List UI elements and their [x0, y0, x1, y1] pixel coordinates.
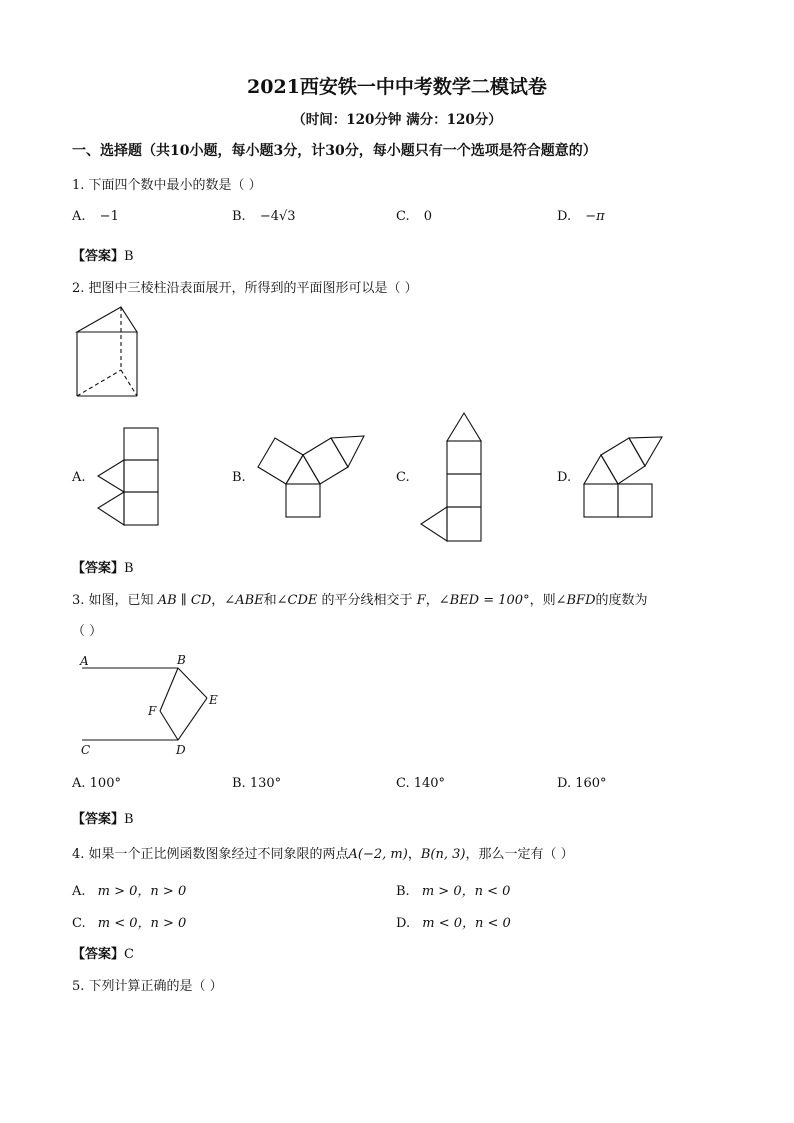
q3-option-d: D. 160° — [557, 776, 607, 791]
q5-stem: 5. 下列计算正确的是（ ） — [72, 979, 223, 994]
q4-option-c-value: m < 0，n > 0 — [97, 916, 187, 931]
answer-label: 【答案】 — [72, 947, 125, 962]
q4-option-a — [72, 880, 186, 899]
q2-option-d: D. — [557, 470, 572, 485]
q3-answer-value: B — [124, 812, 134, 827]
q1-option-b-label: B. — [232, 209, 246, 224]
exam-info: （时间：120分钟 满分：120分） — [292, 112, 502, 128]
answer-label: 【答案】 — [72, 812, 125, 827]
q3-stem-math: AB ∥ CD — [157, 593, 212, 608]
answer-label: 【答案】 — [72, 561, 125, 576]
q1-option-b-value: −4√3 — [259, 209, 296, 224]
q2-net-a — [98, 428, 158, 525]
q1-option-a-value: −1 — [99, 209, 119, 224]
q3-stem-part: 和 — [263, 593, 277, 608]
q2-option-b: B. — [232, 470, 246, 485]
point-f-label: F — [148, 704, 157, 718]
point-b-label: B — [177, 653, 186, 667]
q4-option-c-label: C. — [72, 916, 86, 931]
q3-stem-math: ∠BED = 100° — [438, 593, 530, 608]
q4-option-d-label: D. — [396, 916, 411, 931]
q4-answer-value: C — [124, 947, 134, 962]
q4-option-a-value: m > 0，n > 0 — [97, 884, 187, 899]
q4-option-d-value: m < 0，n < 0 — [422, 916, 511, 931]
q3-stem-part: 3. 如图，已知 — [72, 593, 154, 608]
q1-option-c-label: C. — [396, 209, 410, 224]
q4-stem-part: ， — [407, 847, 421, 862]
q3-option-a: A. 100° — [72, 776, 121, 791]
q3-stem-math: F — [416, 593, 426, 608]
q1-option-a-label: A. — [72, 209, 86, 224]
q4-stem-part: 4. 如果一个正比例函数图象经过不同象限的两点 — [72, 847, 349, 862]
q3-stem — [72, 589, 648, 608]
q1-option-d-label: D. — [557, 209, 572, 224]
q2-answer — [72, 557, 134, 576]
q2-answer-value: B — [124, 561, 134, 576]
q3-stem-math: ∠CDE — [276, 593, 318, 608]
q3-geometry-figure — [79, 653, 218, 757]
point-e-label: E — [209, 693, 218, 707]
point-a-label: A — [80, 654, 89, 668]
q3-stem-part: 的平分线相交于 — [321, 593, 413, 608]
point-c-label: C — [81, 743, 91, 757]
q1-answer-value: B — [124, 249, 134, 264]
q1-stem: 1. 下面四个数中最小的数是（ ） — [72, 178, 262, 193]
q4-option-a-label: A. — [72, 884, 86, 899]
q4-answer — [72, 943, 134, 962]
answer-label: 【答案】 — [72, 249, 125, 264]
q4-option-b-label: B. — [396, 884, 410, 899]
q4-stem-math: B(n, 3) — [420, 847, 466, 862]
q3-stem-line2: （ ） — [72, 624, 103, 639]
q3-option-c: C. 140° — [396, 776, 446, 791]
q3-stem-part: ， — [425, 593, 439, 608]
q4-stem-math: A(−2, m) — [348, 847, 408, 862]
q2-net-b — [258, 436, 364, 517]
q2-net-c — [421, 413, 481, 541]
q3-option-b: B. 130° — [232, 776, 282, 791]
q3-stem-math: ∠ABE — [224, 593, 264, 608]
q3-stem-part: ， — [211, 593, 225, 608]
section-heading: 一、选择题（共10小题，每小题3分，计30分，每小题只有一个选项是符合题意的） — [72, 143, 597, 159]
q4-option-d — [396, 912, 511, 931]
q2-option-a: A. — [72, 470, 86, 485]
page-title: 2021西安铁一中中考数学二模试卷 — [247, 76, 547, 98]
triangular-prism — [77, 307, 137, 396]
q4-stem-part: ，那么一定有（ ） — [465, 847, 574, 862]
q2-option-c: C. — [396, 470, 410, 485]
q4-stem — [72, 843, 574, 862]
q2-net-d — [584, 437, 662, 517]
q4-option-c — [72, 912, 186, 931]
q3-stem-math: ∠BFD — [555, 593, 596, 608]
point-d-label: D — [176, 743, 186, 757]
q1-option-d-value: −π — [585, 209, 605, 224]
q3-stem-part: 的度数为 — [595, 593, 648, 608]
q3-answer — [72, 808, 134, 827]
q4-option-b — [396, 880, 510, 899]
q3-stem-part: ，则 — [529, 593, 556, 608]
q1-option-c-value: 0 — [423, 209, 433, 224]
q2-stem: 2. 把图中三棱柱沿表面展开，所得到的平面图形可以是（ ） — [72, 281, 418, 296]
q4-option-b-value: m > 0，n < 0 — [421, 884, 511, 899]
